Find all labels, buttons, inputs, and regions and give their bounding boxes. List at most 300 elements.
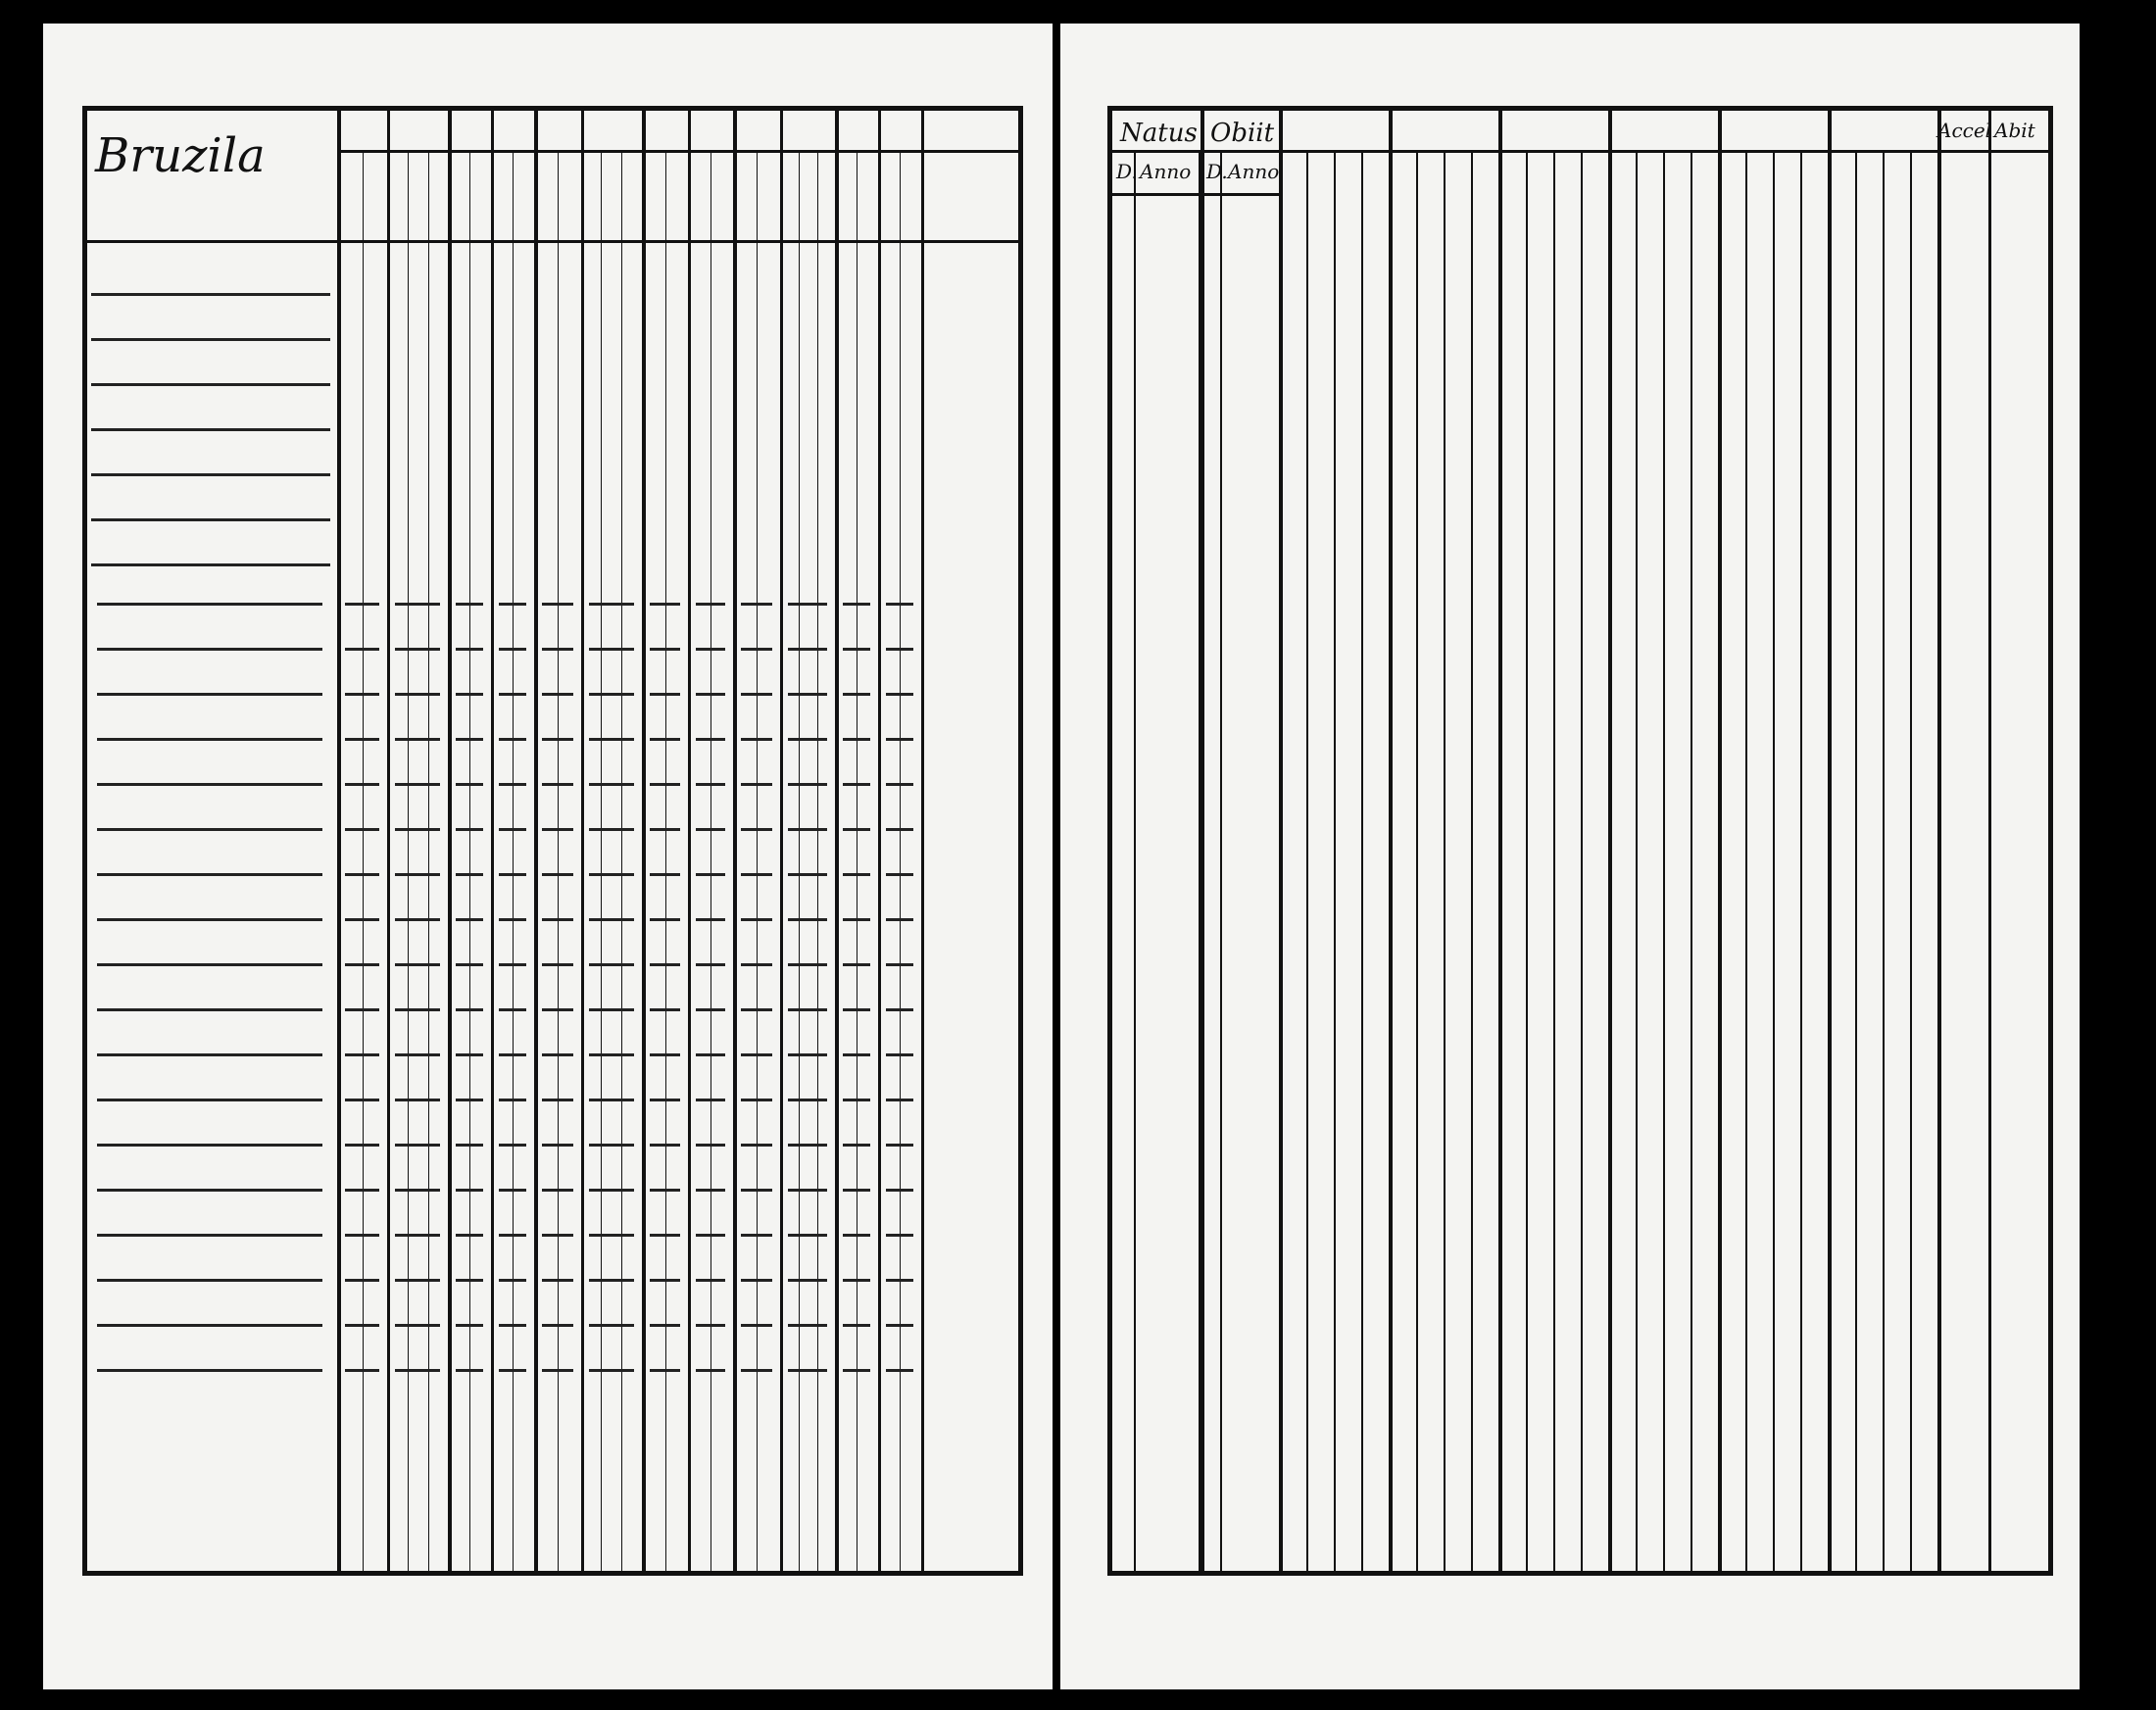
empty-cell-line [886, 1279, 913, 1282]
column-divider [642, 111, 646, 1571]
empty-cell-line [542, 738, 573, 741]
empty-cell-line [395, 1189, 440, 1192]
empty-cell-line [650, 873, 681, 876]
empty-cell-line [788, 693, 828, 696]
empty-cell-line [542, 603, 573, 606]
empty-cell-line [542, 1279, 573, 1282]
row-line [91, 563, 330, 566]
empty-cell-line [542, 1234, 573, 1237]
empty-cell-line [886, 603, 913, 606]
empty-cell-line [456, 1234, 483, 1237]
empty-cell-line [788, 1324, 828, 1327]
empty-cell-line [456, 1369, 483, 1372]
empty-cell-line [589, 1144, 634, 1147]
sub-divider [1690, 150, 1692, 1571]
empty-cell-line [886, 738, 913, 741]
empty-cell-line [345, 1144, 379, 1147]
empty-cell-line [499, 783, 526, 786]
empty-row-line [97, 783, 322, 786]
empty-cell-line [345, 1234, 379, 1237]
obiit-d-header: D. [1206, 160, 1228, 183]
empty-cell-line [696, 918, 725, 921]
empty-cell-line [886, 1144, 913, 1147]
empty-cell-line [345, 1189, 379, 1192]
empty-cell-line [589, 1234, 634, 1237]
empty-cell-line [741, 693, 772, 696]
empty-cell-line [696, 1369, 725, 1372]
empty-cell-line [589, 1324, 634, 1327]
year-divider [1608, 111, 1612, 1571]
empty-row-line [97, 1099, 322, 1101]
empty-row-line [97, 873, 322, 876]
empty-cell-line [345, 963, 379, 966]
sub-divider [1361, 150, 1363, 1571]
empty-cell-line [696, 1053, 725, 1056]
column-divider [878, 111, 881, 1571]
empty-cell-line [589, 1053, 634, 1056]
year-divider [1937, 111, 1941, 1571]
empty-cell-line [788, 1279, 828, 1282]
column-divider [387, 111, 390, 1571]
empty-cell-line [741, 1369, 772, 1372]
empty-cell-line [741, 783, 772, 786]
empty-cell-line [345, 1369, 379, 1372]
empty-cell-line [499, 1234, 526, 1237]
sub-divider [1800, 150, 1802, 1571]
empty-cell-line [395, 783, 440, 786]
sub-divider [1581, 150, 1583, 1571]
sub-divider [1471, 150, 1473, 1571]
empty-cell-line [395, 918, 440, 921]
column-divider [921, 111, 924, 1571]
empty-row-line [97, 1324, 322, 1327]
empty-cell-line [788, 648, 828, 651]
empty-cell-line [696, 783, 725, 786]
empty-cell-line [843, 1324, 870, 1327]
empty-cell-line [843, 918, 870, 921]
empty-cell-line [788, 828, 828, 831]
empty-cell-line [395, 1144, 440, 1147]
empty-cell-line [696, 603, 725, 606]
empty-cell-line [886, 1324, 913, 1327]
empty-cell-line [741, 738, 772, 741]
household-title: Bruzila [95, 128, 266, 183]
empty-cell-line [650, 693, 681, 696]
empty-cell-line [345, 648, 379, 651]
sub-divider [1910, 150, 1912, 1571]
row-line [91, 293, 330, 296]
empty-cell-line [788, 603, 828, 606]
empty-cell-line [843, 603, 870, 606]
empty-cell-line [589, 1189, 634, 1192]
empty-cell-line [650, 1053, 681, 1056]
empty-row-line [97, 963, 322, 966]
column-divider [534, 111, 538, 1571]
empty-row-line [97, 738, 322, 741]
empty-cell-line [542, 828, 573, 831]
empty-cell-line [843, 1008, 870, 1011]
abit-header: Abit [1994, 119, 2035, 142]
empty-cell-line [345, 1053, 379, 1056]
empty-cell-line [696, 693, 725, 696]
sub-divider [1220, 150, 1222, 1571]
empty-cell-line [650, 603, 681, 606]
column-divider [1200, 111, 1204, 1571]
sub-divider [469, 150, 470, 1571]
empty-cell-line [499, 963, 526, 966]
empty-row-line [97, 1234, 322, 1237]
empty-cell-line [395, 1099, 440, 1101]
empty-cell-line [499, 918, 526, 921]
empty-cell-line [499, 1189, 526, 1192]
empty-cell-line [345, 1099, 379, 1101]
empty-cell-line [788, 873, 828, 876]
empty-cell-line [499, 693, 526, 696]
empty-cell-line [589, 783, 634, 786]
empty-cell-line [696, 963, 725, 966]
sub-divider [757, 150, 758, 1571]
empty-cell-line [788, 738, 828, 741]
empty-cell-line [696, 1099, 725, 1101]
sub-divider [428, 150, 429, 1571]
empty-cell-line [395, 1324, 440, 1327]
empty-cell-line [696, 1008, 725, 1011]
empty-cell-line [395, 648, 440, 651]
empty-cell-line [650, 1369, 681, 1372]
empty-cell-line [650, 828, 681, 831]
sub-divider [513, 150, 514, 1571]
empty-cell-line [886, 1008, 913, 1011]
empty-cell-line [456, 1189, 483, 1192]
year-divider [1828, 111, 1832, 1571]
year-divider [1389, 111, 1393, 1571]
empty-cell-line [456, 1053, 483, 1056]
empty-cell-line [741, 828, 772, 831]
empty-row-line [97, 1053, 322, 1056]
empty-cell-line [741, 963, 772, 966]
empty-cell-line [741, 648, 772, 651]
empty-row-line [97, 1144, 322, 1147]
empty-cell-line [345, 603, 379, 606]
column-divider [448, 111, 452, 1571]
empty-cell-line [499, 1279, 526, 1282]
empty-cell-line [542, 1189, 573, 1192]
empty-cell-line [395, 1234, 440, 1237]
empty-cell-line [499, 603, 526, 606]
empty-cell-line [456, 738, 483, 741]
empty-cell-line [843, 963, 870, 966]
empty-cell-line [788, 1008, 828, 1011]
empty-cell-line [456, 648, 483, 651]
empty-cell-line [741, 1324, 772, 1327]
empty-row-line [97, 1008, 322, 1011]
empty-cell-line [886, 648, 913, 651]
empty-cell-line [589, 873, 634, 876]
empty-cell-line [843, 873, 870, 876]
year-divider [1279, 111, 1283, 1571]
empty-cell-line [589, 693, 634, 696]
sub-divider [1334, 150, 1336, 1571]
empty-cell-line [542, 1144, 573, 1147]
row-line [91, 473, 330, 476]
header-separator [1279, 150, 2048, 153]
empty-cell-line [395, 738, 440, 741]
sub-divider [363, 150, 364, 1571]
column-divider [1988, 111, 1991, 1571]
empty-cell-line [456, 783, 483, 786]
empty-cell-line [345, 783, 379, 786]
year-divider [1718, 111, 1722, 1571]
empty-cell-line [589, 648, 634, 651]
empty-cell-line [886, 918, 913, 921]
empty-cell-line [886, 693, 913, 696]
empty-cell-line [650, 783, 681, 786]
empty-cell-line [499, 648, 526, 651]
empty-cell-line [886, 828, 913, 831]
empty-cell-line [345, 693, 379, 696]
empty-cell-line [499, 738, 526, 741]
right-page [1060, 24, 2080, 1689]
empty-cell-line [696, 648, 725, 651]
sub-divider [1134, 150, 1136, 1571]
empty-cell-line [650, 1099, 681, 1101]
empty-cell-line [650, 1234, 681, 1237]
empty-cell-line [589, 918, 634, 921]
sub-divider [1636, 150, 1638, 1571]
empty-row-line [97, 918, 322, 921]
empty-cell-line [886, 1234, 913, 1237]
empty-cell-line [696, 738, 725, 741]
empty-cell-line [456, 1279, 483, 1282]
sub-divider [1745, 150, 1747, 1571]
sub-divider [857, 150, 858, 1571]
empty-cell-line [696, 1324, 725, 1327]
empty-cell-line [345, 1279, 379, 1282]
year-divider [1498, 111, 1502, 1571]
sub-divider [1416, 150, 1418, 1571]
empty-cell-line [788, 1234, 828, 1237]
column-divider [733, 111, 737, 1571]
row-line [91, 383, 330, 386]
sub-divider [408, 150, 409, 1571]
empty-cell-line [456, 1324, 483, 1327]
empty-row-line [97, 648, 322, 651]
empty-row-line [97, 1189, 322, 1192]
empty-cell-line [741, 873, 772, 876]
empty-cell-line [589, 1099, 634, 1101]
natus-header: Natus [1120, 119, 1198, 148]
empty-cell-line [589, 1008, 634, 1011]
empty-cell-line [456, 693, 483, 696]
empty-cell-line [542, 918, 573, 921]
empty-cell-line [589, 828, 634, 831]
empty-cell-line [788, 1189, 828, 1192]
sub-divider [1526, 150, 1528, 1571]
empty-cell-line [741, 1099, 772, 1101]
empty-cell-line [499, 1369, 526, 1372]
empty-cell-line [741, 1189, 772, 1192]
column-divider [337, 111, 341, 1571]
accel-header: Accel [1937, 119, 1992, 142]
empty-cell-line [456, 918, 483, 921]
empty-cell-line [650, 738, 681, 741]
empty-cell-line [345, 738, 379, 741]
empty-cell-line [456, 963, 483, 966]
sub-divider [601, 150, 602, 1571]
right-ledger-table [1107, 106, 2053, 1576]
empty-cell-line [499, 1099, 526, 1101]
empty-cell-line [499, 1053, 526, 1056]
natus-anno-header: Anno [1140, 160, 1192, 183]
empty-cell-line [886, 1053, 913, 1056]
empty-cell-line [345, 1324, 379, 1327]
sub-divider [900, 150, 901, 1571]
empty-cell-line [456, 1144, 483, 1147]
empty-cell-line [542, 873, 573, 876]
sub-divider [665, 150, 666, 1571]
empty-cell-line [542, 693, 573, 696]
empty-cell-line [886, 1189, 913, 1192]
sub-divider [817, 150, 818, 1571]
empty-cell-line [843, 1234, 870, 1237]
empty-cell-line [499, 828, 526, 831]
empty-cell-line [741, 1279, 772, 1282]
empty-cell-line [650, 1008, 681, 1011]
empty-cell-line [741, 603, 772, 606]
sub-divider [558, 150, 559, 1571]
empty-row-line [97, 603, 322, 606]
row-line [91, 338, 330, 341]
empty-cell-line [589, 738, 634, 741]
empty-cell-line [650, 1144, 681, 1147]
empty-cell-line [843, 1099, 870, 1101]
natus-d-header: D. [1116, 160, 1138, 183]
empty-cell-line [788, 963, 828, 966]
empty-cell-line [345, 873, 379, 876]
empty-cell-line [843, 693, 870, 696]
empty-cell-line [843, 648, 870, 651]
empty-cell-line [542, 648, 573, 651]
column-divider [581, 111, 584, 1571]
empty-cell-line [395, 1369, 440, 1372]
empty-cell-line [650, 1189, 681, 1192]
empty-cell-line [886, 783, 913, 786]
empty-cell-line [345, 918, 379, 921]
empty-cell-line [395, 828, 440, 831]
empty-cell-line [345, 1008, 379, 1011]
header-bottom-line [1112, 193, 1279, 196]
empty-cell-line [788, 1099, 828, 1101]
empty-cell-line [499, 873, 526, 876]
left-page [43, 24, 1053, 1689]
empty-cell-line [886, 1369, 913, 1372]
sub-divider [1444, 150, 1446, 1571]
empty-cell-line [456, 603, 483, 606]
empty-cell-line [589, 1279, 634, 1282]
empty-cell-line [650, 963, 681, 966]
empty-cell-line [788, 1144, 828, 1147]
sub-divider [1855, 150, 1857, 1571]
sub-divider [621, 150, 622, 1571]
column-divider [688, 111, 691, 1571]
empty-cell-line [395, 603, 440, 606]
empty-cell-line [650, 1279, 681, 1282]
empty-cell-line [843, 1189, 870, 1192]
empty-cell-line [696, 1279, 725, 1282]
empty-cell-line [395, 1053, 440, 1056]
empty-cell-line [843, 738, 870, 741]
empty-cell-line [589, 1369, 634, 1372]
empty-cell-line [499, 1144, 526, 1147]
sub-divider [1553, 150, 1555, 1571]
empty-cell-line [542, 783, 573, 786]
empty-cell-line [741, 1053, 772, 1056]
empty-cell-line [542, 963, 573, 966]
sub-divider [1306, 150, 1308, 1571]
empty-cell-line [843, 783, 870, 786]
column-divider [780, 111, 783, 1571]
empty-cell-line [843, 1053, 870, 1056]
sub-divider [1773, 150, 1775, 1571]
empty-cell-line [456, 1099, 483, 1101]
obiit-header: Obiit [1210, 119, 1275, 148]
empty-cell-line [542, 1053, 573, 1056]
header-bottom-line [87, 240, 1018, 243]
empty-cell-line [456, 873, 483, 876]
empty-cell-line [843, 828, 870, 831]
empty-row-line [97, 693, 322, 696]
empty-cell-line [589, 963, 634, 966]
empty-cell-line [395, 963, 440, 966]
header-separator [337, 150, 1018, 153]
empty-cell-line [696, 873, 725, 876]
empty-cell-line [788, 918, 828, 921]
empty-cell-line [843, 1279, 870, 1282]
column-divider [835, 111, 839, 1571]
empty-row-line [97, 828, 322, 831]
empty-cell-line [650, 648, 681, 651]
empty-cell-line [650, 1324, 681, 1327]
empty-cell-line [395, 693, 440, 696]
sub-divider [1663, 150, 1665, 1571]
empty-cell-line [542, 1369, 573, 1372]
sub-divider [710, 150, 711, 1571]
empty-cell-line [696, 1189, 725, 1192]
empty-row-line [97, 1279, 322, 1282]
empty-cell-line [542, 1008, 573, 1011]
empty-cell-line [788, 783, 828, 786]
empty-cell-line [589, 603, 634, 606]
empty-cell-line [843, 1144, 870, 1147]
empty-cell-line [696, 1144, 725, 1147]
empty-cell-line [741, 1144, 772, 1147]
obiit-anno-header: Anno [1228, 160, 1280, 183]
empty-cell-line [395, 1008, 440, 1011]
empty-cell-line [650, 918, 681, 921]
empty-cell-line [788, 1053, 828, 1056]
row-line [91, 518, 330, 521]
left-ledger-table [82, 106, 1023, 1576]
empty-cell-line [788, 1369, 828, 1372]
empty-cell-line [886, 873, 913, 876]
column-divider [491, 111, 494, 1571]
empty-cell-line [499, 1008, 526, 1011]
sub-divider [799, 150, 800, 1571]
empty-cell-line [741, 1008, 772, 1011]
empty-cell-line [542, 1099, 573, 1101]
empty-cell-line [696, 828, 725, 831]
empty-cell-line [696, 1234, 725, 1237]
